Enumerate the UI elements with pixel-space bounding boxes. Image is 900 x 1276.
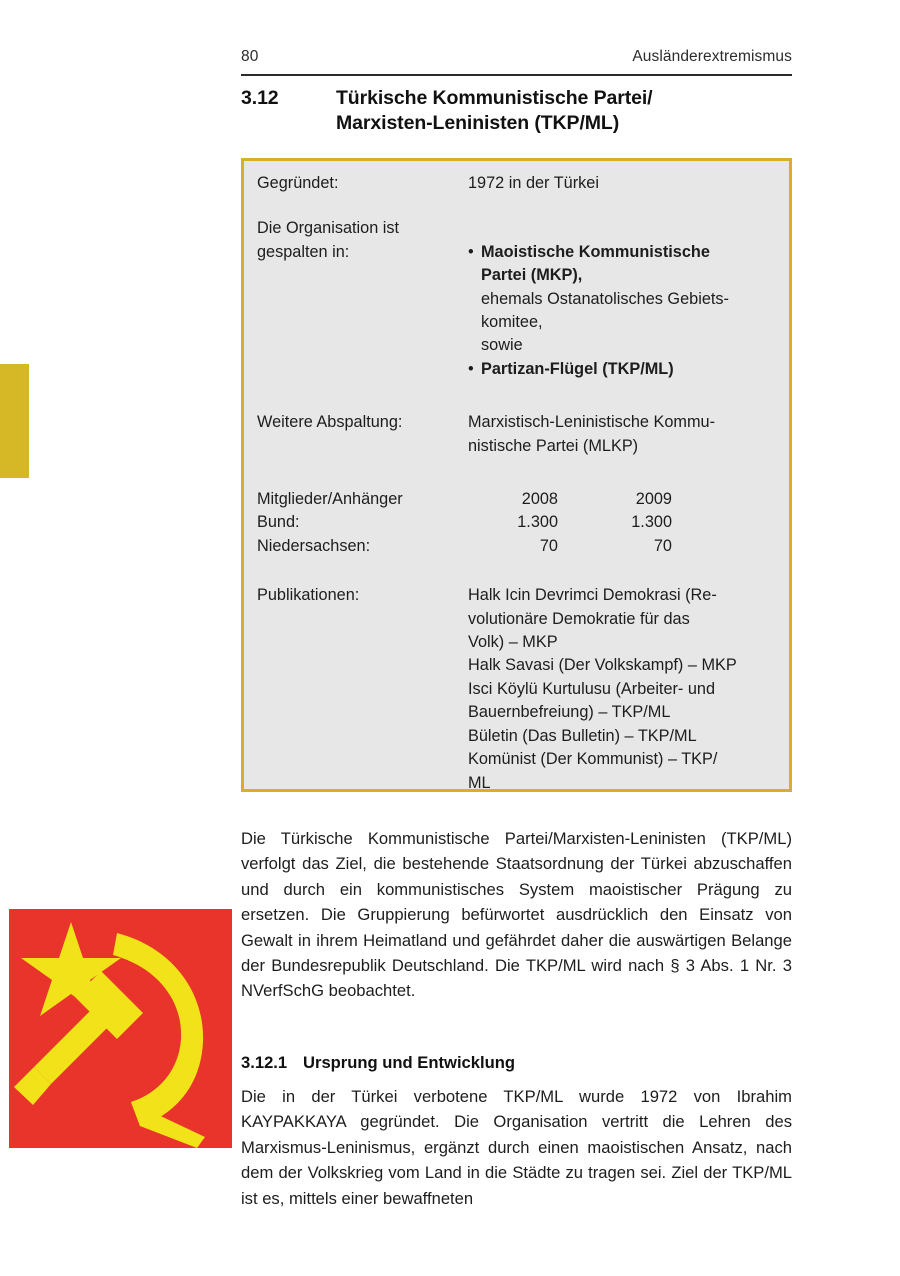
founded-value: 1972 in der Türkei (468, 174, 599, 192)
table-row (257, 488, 672, 511)
section-title (336, 86, 792, 136)
split-1-bold-line-2: Partei (MKP), (481, 266, 583, 285)
publication-line: Bületin (Das Bulletin) – TKP/ML (468, 726, 697, 745)
further-split-line-1: Marxistisch-Leninistische Kommu- (468, 413, 716, 432)
publications-value (468, 584, 775, 795)
section-title-line-1: Türkische Kommunistische Partei/ (336, 87, 653, 109)
organization-factbox (241, 158, 792, 792)
origin-paragraph: Die in der Türkei verbotene TKP/ML wurde 1972 von Ibrahim KAYPAKKAYA gegründet. Die Organisation vertritt die Lehren des Marxismus-Leninismus, ergänzt durch einen maoistischen Ansatz, nach dem der Volkskrieg vom Land in die Städte zu tragen sei. Ziel der TKP/ML ist es, mittels einer bewaffneten (241, 1087, 792, 1208)
founded-row (257, 172, 775, 195)
running-head (241, 48, 792, 76)
communist-flag-image (9, 909, 232, 1148)
split-label-line-2: gespalten in: (257, 242, 350, 261)
split-value (468, 217, 775, 381)
founded-label: Gegründet: (257, 174, 339, 192)
spacer (257, 558, 775, 584)
publication-line: ML (468, 773, 491, 792)
spacer (468, 217, 775, 240)
subsection-heading (241, 1052, 792, 1074)
members-year-2: 2009 (635, 490, 672, 509)
spacer (257, 458, 775, 488)
section-heading (241, 86, 792, 136)
members-header-label: Mitglieder/Anhänger (257, 490, 403, 509)
publication-line: Komünist (Der Kommunist) – TKP/ (468, 750, 718, 769)
split-1-sub-line-2: komitee, (481, 313, 543, 332)
publication-line: volutionäre Demokratie für das (468, 609, 690, 628)
split-2-bold-line-1: Partizan-Flügel (TKP/ML) (481, 359, 674, 378)
publication-line: Volk) – MKP (468, 633, 558, 652)
further-split-line-2: nistische Partei (MLKP) (468, 436, 639, 455)
publication-line: Halk Icin Devrimci Demokrasi (Re- (468, 586, 717, 605)
members-row-0-value-2: 1.300 (631, 513, 672, 532)
members-table (257, 488, 672, 558)
split-1-sub-line-1: ehemals Ostanatolisches Gebiets- (481, 289, 729, 308)
subsection-number: 3.12.1 (241, 1053, 288, 1072)
further-split-label: Weitere Abspaltung: (257, 413, 403, 432)
spacer (257, 381, 775, 411)
page-content-column (241, 0, 792, 1276)
spacer (257, 195, 775, 217)
publications-label: Publikationen: (257, 586, 360, 605)
publication-line: Bauernbefreiung) – TKP/ML (468, 703, 671, 722)
members-row-1-value-2: 70 (653, 536, 672, 555)
members-row-1-label: Niedersachsen: (257, 536, 371, 555)
split-label-line-1: Die Organisation ist (257, 219, 400, 238)
members-row-0-label: Bund: (257, 513, 300, 532)
table-row (257, 535, 672, 558)
members-year-1: 2008 (521, 490, 558, 509)
list-item (468, 358, 775, 381)
publication-line: Isci Köylü Kurtulusu (Arbeiter- und (468, 679, 716, 698)
page-number: 80 (241, 48, 259, 65)
split-label (257, 217, 468, 264)
publications-row (257, 584, 775, 795)
intro-paragraph: Die Türkische Kommunistische Partei/Marxisten-Leninisten (TKP/ML) verfolgt das Ziel, die bestehende Staatsordnung der Türkei abzuschaffen und durch ein kommunistisches System maoistischer Prägung zu ersetzen. Die Gruppierung befürwortet ausdrücklich den Einsatz von Gewalt in ihrem Heimatland und gefährdet daher die auswärtigen Belange der Bundesrepublik Deutschland. Die TKP/ML wird nach § 3 Abs. 1 Nr. 3 NVerfSchG beobachtet. (241, 829, 792, 1001)
chapter-title: Ausländerextremismus (632, 48, 792, 65)
publication-line: Halk Savasi (Der Volkskampf) – MKP (468, 656, 737, 675)
table-row (257, 511, 672, 534)
section-number: 3.12 (241, 87, 279, 109)
split-row (257, 217, 775, 381)
members-row-1-value-1: 70 (539, 536, 558, 555)
members-row-0-value-1: 1.300 (517, 513, 558, 532)
margin-thumb-tab (0, 364, 29, 478)
further-split-value (468, 411, 775, 458)
list-item (468, 241, 775, 358)
split-list (468, 241, 775, 381)
split-1-bold-line-1: Maoistische Kommunistische (481, 242, 710, 261)
subsection-title: Ursprung und Entwicklung (303, 1053, 516, 1072)
split-1-sub-line-3: sowie (481, 336, 523, 355)
further-split-row (257, 411, 775, 458)
section-title-line-2: Marxisten-Leninisten (TKP/ML) (336, 112, 620, 134)
